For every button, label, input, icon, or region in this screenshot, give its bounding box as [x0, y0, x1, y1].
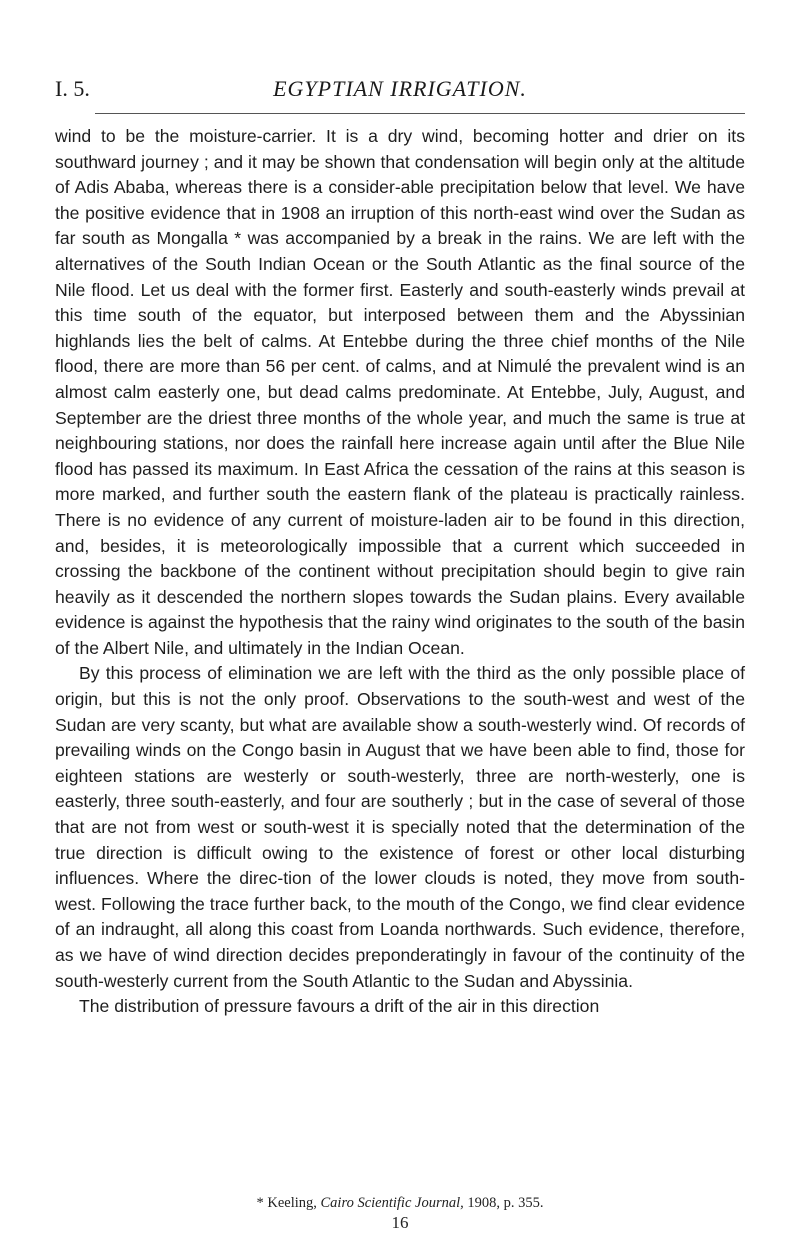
footnote-source: Cairo Scientific Journal,	[320, 1195, 464, 1211]
footnote	[0, 1195, 800, 1212]
footnote-marker: * Keeling,	[256, 1195, 317, 1211]
section-number: I. 5.	[55, 76, 90, 101]
page-header	[55, 76, 745, 106]
page-number: 16	[391, 1213, 409, 1232]
running-title: EGYPTIAN IRRIGATION.	[273, 76, 527, 101]
paragraph: wind to be the moisture-carrier. It is a dry wind, becoming hotter and drier on its southward journey ; and it may be shown that condensation will begin only at the altitude of Adis Ababa, whereas there is a consider-able precipitation below that level. We have the positive evidence that in 1908 an irruption of this north-east wind over the Sudan as far south as Mongalla * was accompanied by a break in the rains. We are left with the alternatives of the South Indian Ocean or the South Atlantic as the final source of the Nile flood. Let us deal with the former first. Easterly and south-easterly winds prevail at this time south of the equator, but interposed between them and the Abyssinian highlands lies the belt of calms. At Entebbe during the three chief months of the Nile flood, there are more than 56 per cent. of calms, and at Nimulé the prevalent wind is an almost calm easterly one, but dead calms predominate. At Entebbe, July, August, and September are the driest three months of the whole year, and much the same is true at neighbouring stations, nor does the rainfall here increase again until after the Blue Nile flood has passed its maximum. In East Africa the cessation of the rains at this season is more marked, and further south the eastern flank of the plateau is practically rainless. There is no evidence of any current of moisture-laden air to be found in this direction, and, besides, it is meteorologically impossible that a current which succeeded in crossing the backbone of the continent without precipitation should begin to give rain heavily as it descended the northern slopes towards the Sudan plains. Every available evidence is against the hypothesis that the rainy wind originates to the south of the basin of the Albert Nile, and ultimately in the Indian Ocean.	[55, 126, 745, 658]
paragraph: By this process of elimination we are left with the third as the only possible place of origin, but this is not the only proof. Observations to the south-west and west of the Sudan are very scanty, but what are available show a south-westerly wind. Of records of prevailing winds on the Congo basin in August that we have been able to find, those for eighteen stations are westerly or south-westerly, three are north-westerly, one is easterly, three south-easterly, and four are southerly ; but in the case of several of those that are not from west or south-west it is specially noted that the determination of the true direction is difficult owing to the existence of forest or other local disturbing influences. Where the direc-tion of the lower clouds is noted, they move from south-west. Following the trace further back, to the mouth of the Congo, we find clear evidence of an indraught, all along this coast from Loanda northwards. Such evidence, therefore, as we have of wind direction decides preponderatingly in favour of the continuity of the south-westerly current from the South Atlantic to the Sudan and Abyssinia.	[55, 663, 745, 991]
footnote-detail: 1908, p. 355.	[467, 1195, 544, 1211]
paragraph: The distribution of pressure favours a drift of the air in this direction	[79, 996, 600, 1017]
header-rule	[95, 113, 745, 114]
body-text	[55, 124, 745, 1020]
